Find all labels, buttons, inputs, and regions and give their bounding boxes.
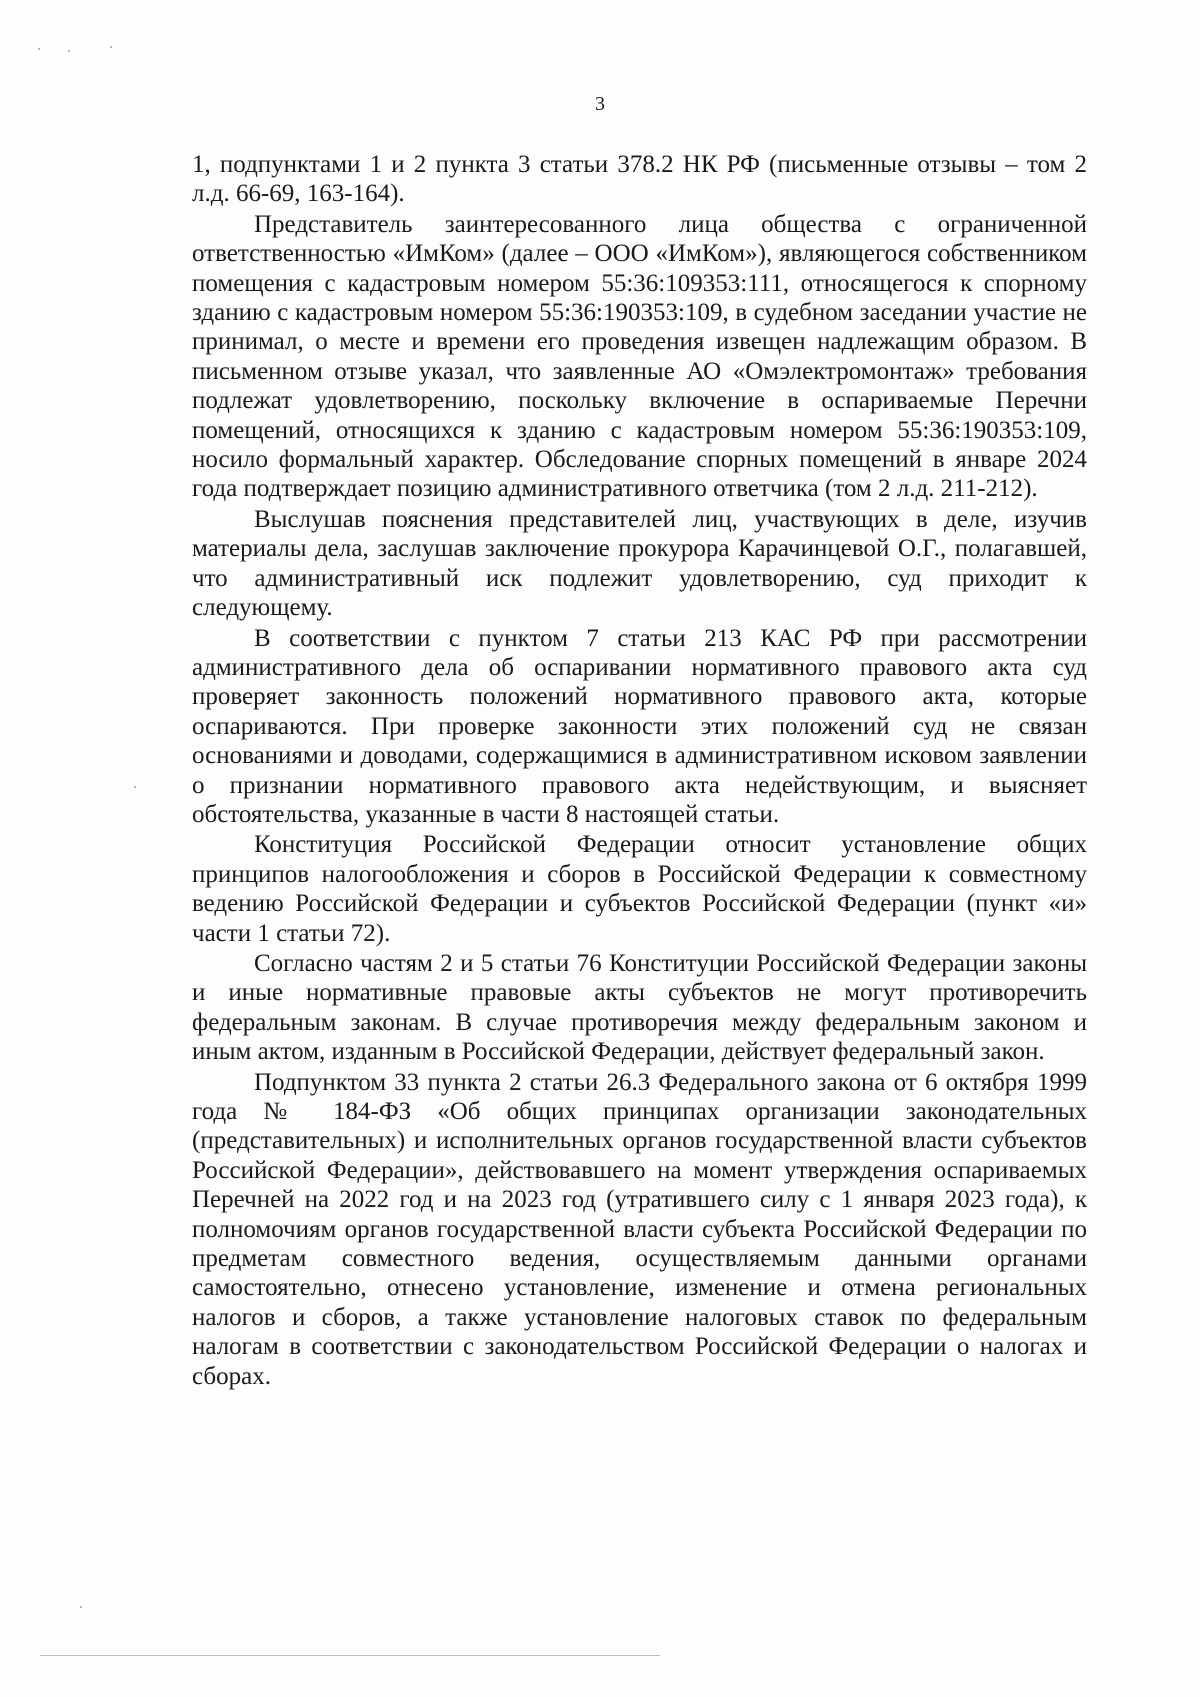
paragraph-kas-article-213: В соответствии с пунктом 7 статьи 213 КАС РФ при рассмотрении административного дела об оспаривании нормативного правового акта суд проверяет законность положений нормативного правового акта, которые оспариваются. При проверке законности этих положений суд не связан основаниями и доводами, содержащимися в административном исковом заявлении о признании нормативного правового акта недействующим, и выясняет обстоятельства, указанные в части 8 настоящей статьи. xyxy=(192,624,1087,828)
paragraph-constitution-article-76: Согласно частям 2 и 5 статьи 76 Конституции Российской Федерации законы и иные нормативные правовые акты субъектов не могут противоречить федеральным законам. В случае противоречия между федеральным законом и иным актом, изданным в Российской Федерации, действует федеральный закон. xyxy=(192,949,1087,1066)
scan-edge-line xyxy=(40,1655,660,1656)
scan-speck xyxy=(110,46,112,48)
scan-speck xyxy=(80,1606,82,1608)
scan-speck xyxy=(38,48,40,50)
page-number: 3 xyxy=(595,93,605,115)
paragraph-constitution-article-72: Конституция Российской Федерации относит установление общих принципов налогообложения и сборов в Российской Федерации к совместному ведению Российской Федерации и субъектов Российской Федерации (пункт «и» части 1 статьи 72). xyxy=(192,831,1087,947)
paragraph-hearing-explanations: Выслушав пояснения представителей лиц, участвующих в деле, изучив материалы дела, заслушав заключение прокурора Карачинцевой О.Г., полагавшей, что административный иск подлежит удовлетворению, суд приходит к следующему. xyxy=(192,505,1087,622)
paragraph-continuation: 1, подпунктами 1 и 2 пункта 3 статьи 378.2 НК РФ (письменные отзывы – том 2 л.д. 66-69, 163-164). xyxy=(192,151,1087,208)
scan-speck xyxy=(68,50,70,52)
paragraph-federal-law-184: Подпунктом 33 пункта 2 статьи 26.3 Федерального закона от 6 октября 1999 года № 184-ФЗ «Об общих принципах организации законодательных (представительных) и исполнительных органов государственной власти субъектов Российской Федерации», действовавшего на момент утверждения оспариваемых Перечней на 2022 год и на 2023 год (утратившего силу с 1 января 2023 года), к полномочиям органов государственной власти субъекта Российской Федерации по предметам совместного ведения, осуществляемым данными органами самостоятельно, отнесено установление, изменение и отмена региональных налогов и сборов, а также установление налоговых ставок по федеральным налогам в соответствии с законодательством Российской Федерации о налогах и сборах. xyxy=(192,1068,1087,1390)
document-body xyxy=(192,150,1087,1391)
scan-speck xyxy=(134,786,136,788)
paragraph-imkom-representative: Представитель заинтересованного лица общества с ограниченной ответственностью «ИмКом» (далее – ООО «ИмКом»), являющегося собственником помещения с кадастровым номером 55:36:109353:111, относящегося к спорному зданию с кадастровым номером 55:36:190353:109, в судебном заседании участие не принимал, о месте и времени его проведения извещен надлежащим образом. В письменном отзыве указал, что заявленные АО «Омэлектромонтаж» требования подлежат удовлетворению, поскольку включение в оспариваемые Перечни помещений, относящихся к зданию с кадастровым номером 55:36:190353:109, носило формальный характер. Обследование спорных помещений в январе 2024 года подтверждает позицию административного ответчика (том 2 л.д. 211-212). xyxy=(192,210,1087,503)
